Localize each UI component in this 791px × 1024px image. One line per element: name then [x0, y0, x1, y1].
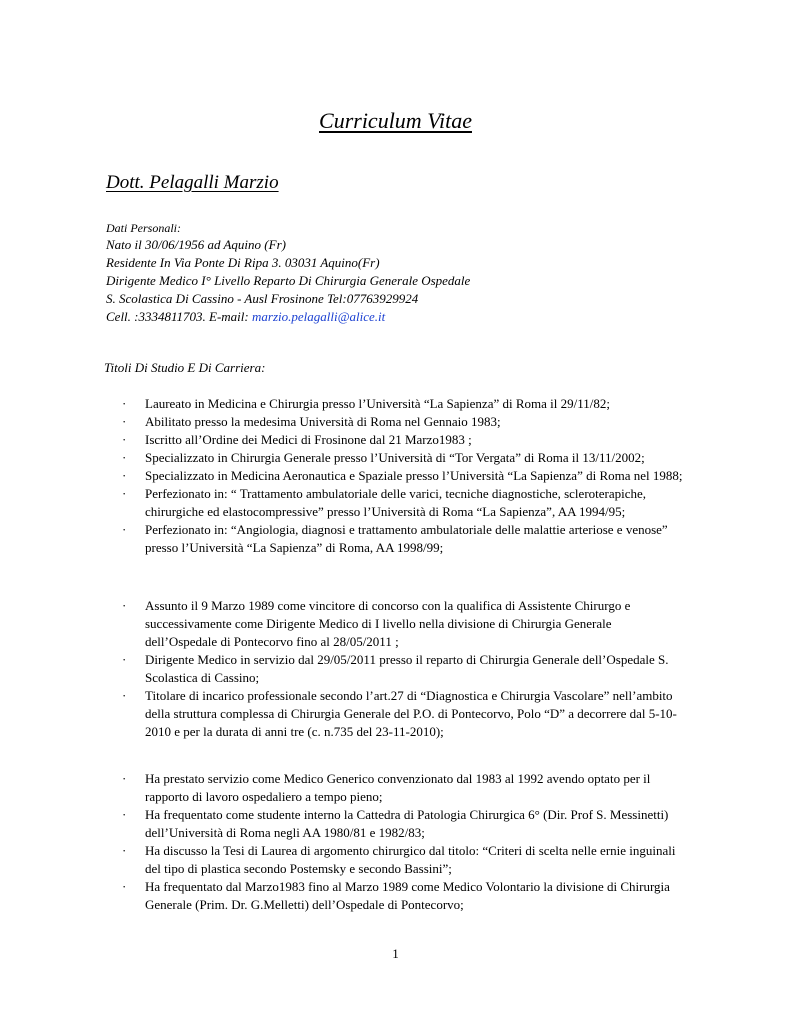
- personal-line-position: Dirigente Medico I° Livello Reparto Di Chirurgia Generale Ospedale: [106, 273, 471, 288]
- list-item-text: Laureato in Medicina e Chirurgia presso l’Università “La Sapienza” di Roma il 29/11/82;: [145, 396, 610, 411]
- bullet-icon: ·: [122, 522, 127, 537]
- list-item-text: Ha prestato servizio come Medico Generico convenzionato dal 1983 al 1992 avendo optato per il rapporto di lavoro ospedaliero a tempo pieno;: [145, 771, 651, 804]
- study-item: [122, 431, 685, 449]
- page-number: 1: [392, 946, 399, 961]
- list-item-text: Titolare di incarico professionale secondo l’art.27 di “Diagnostica e Chirurgia Vascolare” nell’ambito della struttura complessa di Chirurgia Generale del P.O. di Pontecorvo, Polo “D” a decorrere dal 5-10-2010 e per la durata di anni tre (c. n.735 del 23-11-2010);: [145, 688, 677, 739]
- bullet-icon: ·: [122, 807, 127, 822]
- career-item: [122, 651, 685, 687]
- personal-data-label: Dati Personali:: [106, 221, 181, 235]
- study-item: [122, 395, 685, 413]
- list-item-text: Ha discusso la Tesi di Laurea di argomento chirurgico dal titolo: “Criteri di scelta nelle ernie inguinali del tipo di plastica secondo Postemsky e secondo Bassini”;: [145, 843, 676, 876]
- experience-item: [122, 806, 685, 842]
- list-item-text: Iscritto all’Ordine dei Medici di Frosinone dal 21 Marzo1983 ;: [145, 432, 472, 447]
- bullet-icon: ·: [122, 486, 127, 501]
- other-experience-list: [122, 770, 685, 914]
- experience-item: [122, 842, 685, 878]
- study-item: [122, 521, 685, 557]
- career-item: [122, 687, 685, 741]
- section-heading-titles: Titoli Di Studio E Di Carriera:: [104, 360, 266, 375]
- email-link[interactable]: marzio.pelagalli@alice.it: [252, 309, 386, 324]
- bullet-icon: ·: [122, 468, 127, 483]
- bullet-icon: ·: [122, 432, 127, 447]
- studies-list: [122, 395, 685, 557]
- bullet-icon: ·: [122, 396, 127, 411]
- list-item-text: Specializzato in Medicina Aeronautica e Spaziale presso l’Università “La Sapienza” di Roma nel 1988;: [145, 468, 683, 483]
- list-item-text: Ha frequentato come studente interno la Cattedra di Patologia Chirurgica 6° (Dir. Prof S. Messinetti) dell’Università di Roma negli AA 1980/81 e 1982/83;: [145, 807, 669, 840]
- list-item-text: Abilitato presso la medesima Università di Roma nel Gennaio 1983;: [145, 414, 501, 429]
- personal-line-contact: [106, 308, 470, 326]
- bullet-icon: ·: [122, 879, 127, 894]
- study-item: [122, 449, 685, 467]
- bullet-icon: ·: [122, 843, 127, 858]
- career-item: [122, 597, 685, 651]
- career-list: [122, 597, 685, 741]
- personal-line-residence: Residente In Via Ponte Di Ripa 3. 03031 Aquino(Fr): [106, 255, 380, 270]
- bullet-icon: ·: [122, 688, 127, 703]
- list-item-text: Perfezionato in: “Angiologia, diagnosi e trattamento ambulatoriale delle malattie arteriose e venose” presso l’Università “La Sapienza” di Roma, AA 1998/99;: [145, 522, 668, 555]
- experience-item: [122, 878, 685, 914]
- study-item: [122, 485, 685, 521]
- contact-prefix: Cell. :3334811703. E-mail:: [106, 309, 252, 324]
- personal-line-birth: Nato il 30/06/1956 ad Aquino (Fr): [106, 237, 286, 252]
- experience-item: [122, 770, 685, 806]
- study-item: [122, 413, 685, 431]
- list-item-text: Ha frequentato dal Marzo1983 fino al Marzo 1989 come Medico Volontario la divisione di Chirurgia Generale (Prim. Dr. G.Melletti) dell’Ospedale di Pontecorvo;: [145, 879, 670, 912]
- bullet-icon: ·: [122, 652, 127, 667]
- study-item: [122, 467, 685, 485]
- bullet-icon: ·: [122, 450, 127, 465]
- personal-data-block: [106, 220, 470, 326]
- bullet-icon: ·: [122, 598, 127, 613]
- bullet-icon: ·: [122, 414, 127, 429]
- page-title: Curriculum Vitae: [319, 108, 472, 133]
- personal-line-hospital: S. Scolastica Di Cassino - Ausl Frosinone Tel:07763929924: [106, 291, 419, 306]
- bullet-icon: ·: [122, 771, 127, 786]
- person-name: Dott. Pelagalli Marzio: [106, 172, 279, 193]
- list-item-text: Assunto il 9 Marzo 1989 come vincitore di concorso con la qualifica di Assistente Chirurgo e successivamente come Dirigente Medico di I livello nella divisione di Chirurgia Generale dell’Ospedale di Pontecorvo fino al 28/05/2011 ;: [145, 598, 631, 649]
- list-item-text: Specializzato in Chirurgia Generale presso l’Università di “Tor Vergata” di Roma il 13/11/2002;: [145, 450, 645, 465]
- list-item-text: Dirigente Medico in servizio dal 29/05/2011 presso il reparto di Chirurgia Generale dell’Ospedale S. Scolastica di Cassino;: [145, 652, 669, 685]
- list-item-text: Perfezionato in: “ Trattamento ambulatoriale delle varici, tecniche diagnostiche, scleroterapiche, chirurgiche ed elastocompressive” presso l’Università di Roma “La Sapienza”, AA 1994/95;: [145, 486, 647, 519]
